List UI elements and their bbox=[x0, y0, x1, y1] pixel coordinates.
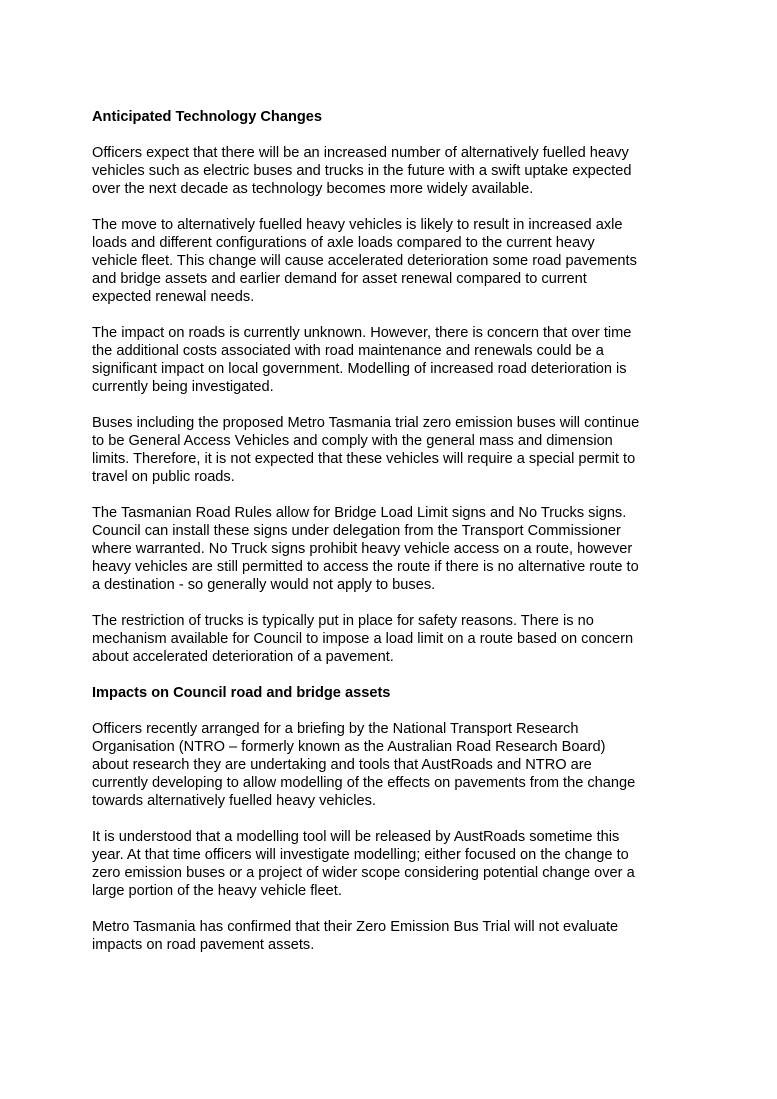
section-heading-technology-changes: Anticipated Technology Changes bbox=[92, 109, 323, 125]
paragraph-line: a destination - so generally would not apply to buses. bbox=[92, 577, 436, 593]
paragraph-modelling-tool bbox=[92, 828, 692, 900]
paragraph-line: towards alternatively fuelled heavy vehicles. bbox=[92, 793, 376, 809]
paragraph-metro-tasmania-trial bbox=[92, 918, 692, 954]
paragraph-line: The impact on roads is currently unknown. However, there is concern that over time bbox=[92, 325, 632, 341]
paragraph-buses-including bbox=[92, 414, 692, 486]
paragraph-line: impacts on road pavement assets. bbox=[92, 937, 315, 953]
paragraph-line: Buses including the proposed Metro Tasmania trial zero emission buses will continue bbox=[92, 415, 640, 431]
document-body bbox=[92, 108, 692, 972]
paragraph-line: vehicles such as electric buses and trucks in the future with a swift uptake expected bbox=[92, 163, 632, 179]
paragraph-line: heavy vehicles are still permitted to access the route if there is no alternative route to bbox=[92, 559, 639, 575]
paragraph-line: year. At that time officers will investigate modelling; either focused on the change to bbox=[92, 847, 629, 863]
paragraph-line: over the next decade as technology becomes more widely available. bbox=[92, 181, 534, 197]
paragraph-line: Officers recently arranged for a briefing by the National Transport Research bbox=[92, 721, 579, 737]
paragraph-line: currently developing to allow modelling of the effects on pavements from the change bbox=[92, 775, 636, 791]
paragraph-line: travel on public roads. bbox=[92, 469, 235, 485]
section-heading-council-assets: Impacts on Council road and bridge assets bbox=[92, 685, 391, 701]
paragraph-line: large portion of the heavy vehicle fleet. bbox=[92, 883, 342, 899]
paragraph-line: Officers expect that there will be an increased number of alternatively fuelled heavy bbox=[92, 145, 629, 161]
paragraph-line: It is understood that a modelling tool will be released by AustRoads sometime this bbox=[92, 829, 620, 845]
paragraph-line: expected renewal needs. bbox=[92, 289, 255, 305]
paragraph-line: The Tasmanian Road Rules allow for Bridge Load Limit signs and No Trucks signs. bbox=[92, 505, 627, 521]
paragraph-officers-expect bbox=[92, 144, 692, 198]
paragraph-line: Council can install these signs under delegation from the Transport Commissioner bbox=[92, 523, 621, 539]
paragraph-restriction-of-trucks bbox=[92, 612, 692, 666]
paragraph-line: mechanism available for Council to impose a load limit on a route based on concern bbox=[92, 631, 634, 647]
paragraph-tasmanian-road-rules bbox=[92, 504, 692, 594]
paragraph-line: currently being investigated. bbox=[92, 379, 274, 395]
paragraph-line: the additional costs associated with road maintenance and renewals could be a bbox=[92, 343, 604, 359]
paragraph-line: Organisation (NTRO – formerly known as the Australian Road Research Board) bbox=[92, 739, 606, 755]
paragraph-line: to be General Access Vehicles and comply with the general mass and dimension bbox=[92, 433, 613, 449]
paragraph-line: loads and different configurations of axle loads compared to the current heavy bbox=[92, 235, 595, 251]
paragraph-line: vehicle fleet. This change will cause accelerated deterioration some road pavements bbox=[92, 253, 637, 269]
paragraph-line: zero emission buses or a project of wider scope considering potential change over a bbox=[92, 865, 635, 881]
paragraph-line: limits. Therefore, it is not expected that these vehicles will require a special permit to bbox=[92, 451, 636, 467]
paragraph-line: The move to alternatively fuelled heavy vehicles is likely to result in increased axle bbox=[92, 217, 623, 233]
paragraph-line: The restriction of trucks is typically put in place for safety reasons. There is no bbox=[92, 613, 594, 629]
paragraph-briefing-ntro bbox=[92, 720, 692, 810]
paragraph-line: and bridge assets and earlier demand for asset renewal compared to current bbox=[92, 271, 587, 287]
paragraph-line: about accelerated deterioration of a pavement. bbox=[92, 649, 394, 665]
paragraph-impact-on-roads bbox=[92, 324, 692, 396]
paragraph-line: Metro Tasmania has confirmed that their Zero Emission Bus Trial will not evaluate bbox=[92, 919, 619, 935]
paragraph-line: where warranted. No Truck signs prohibit heavy vehicle access on a route, however bbox=[92, 541, 633, 557]
paragraph-move-to-fuelled-vehicles bbox=[92, 216, 692, 306]
paragraph-line: significant impact on local government. Modelling of increased road deterioration is bbox=[92, 361, 627, 377]
paragraph-line: about research they are undertaking and tools that AustRoads and NTRO are bbox=[92, 757, 592, 773]
